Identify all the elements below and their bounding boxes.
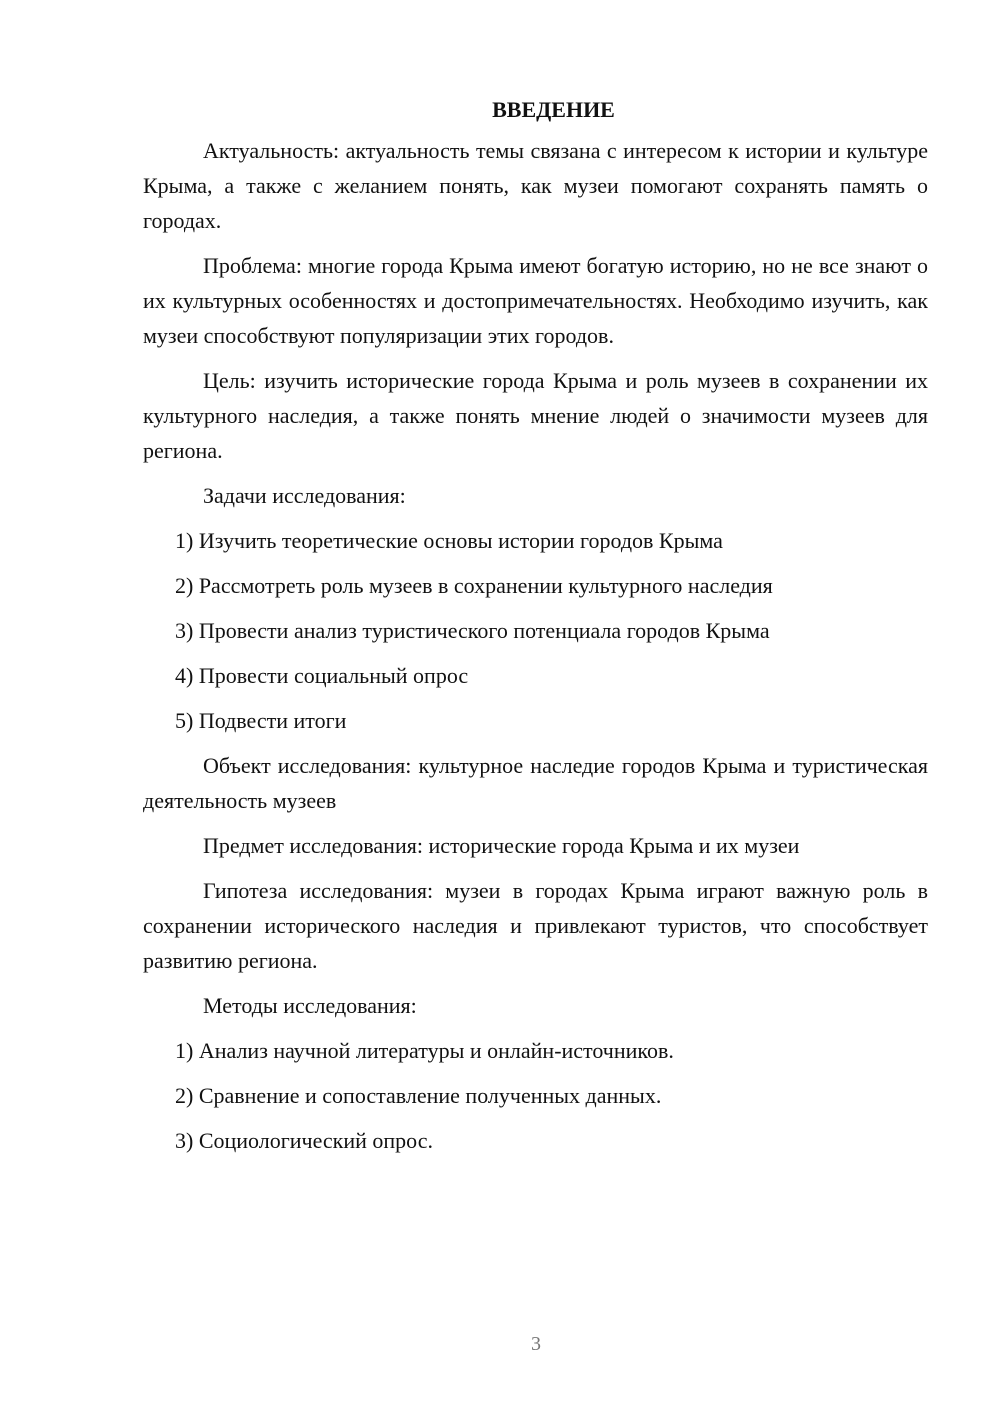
page-number: 3 [531,1333,541,1355]
tasks-list [143,523,928,738]
paragraph-subject: Предмет исследования: исторические города Крыма и их музеи [203,833,800,858]
list-item: 1) Изучить теоретические основы истории городов Крыма [175,528,723,553]
paragraph-hypothesis: Гипотеза исследования: музеи в городах Крыма играют важную роль в сохранении исторического наследия и привлекают туристов, что способствует развитию региона. [143,878,928,973]
paragraph-object: Объект исследования: культурное наследие городов Крыма и туристическая деятельность музеев [143,753,928,813]
paragraph-goal: Цель: изучить исторические города Крыма и роль музеев в сохранении их культурного наследия, а также понять мнение людей о значимости музеев для региона. [143,368,928,463]
methods-heading: Методы исследования: [203,993,417,1018]
list-item: 2) Сравнение и сопоставление полученных данных. [175,1083,662,1108]
list-item: 3) Провести анализ туристического потенциала городов Крыма [175,618,770,643]
page-title: ВВЕДЕНИЕ [492,97,615,122]
list-item: 2) Рассмотреть роль музеев в сохранении культурного наследия [175,573,773,598]
paragraph-relevance: Актуальность: актуальность темы связана с интересом к истории и культуре Крыма, а также с желанием понять, как музеи помогают сохранять память о городах. [143,138,928,233]
page-content [143,92,928,1168]
list-item: 4) Провести социальный опрос [175,663,469,688]
paragraph-problem: Проблема: многие города Крыма имеют богатую историю, но не все знают о их культурных особенностях и достопримечательностях. Необходимо изучить, как музеи способствуют популяризации этих городов. [143,253,928,348]
tasks-heading: Задачи исследования: [203,483,406,508]
list-item: 3) Социологический опрос. [175,1128,433,1153]
list-item: 5) Подвести итоги [175,708,347,733]
methods-list [143,1033,928,1158]
list-item: 1) Анализ научной литературы и онлайн-источников. [175,1038,674,1063]
